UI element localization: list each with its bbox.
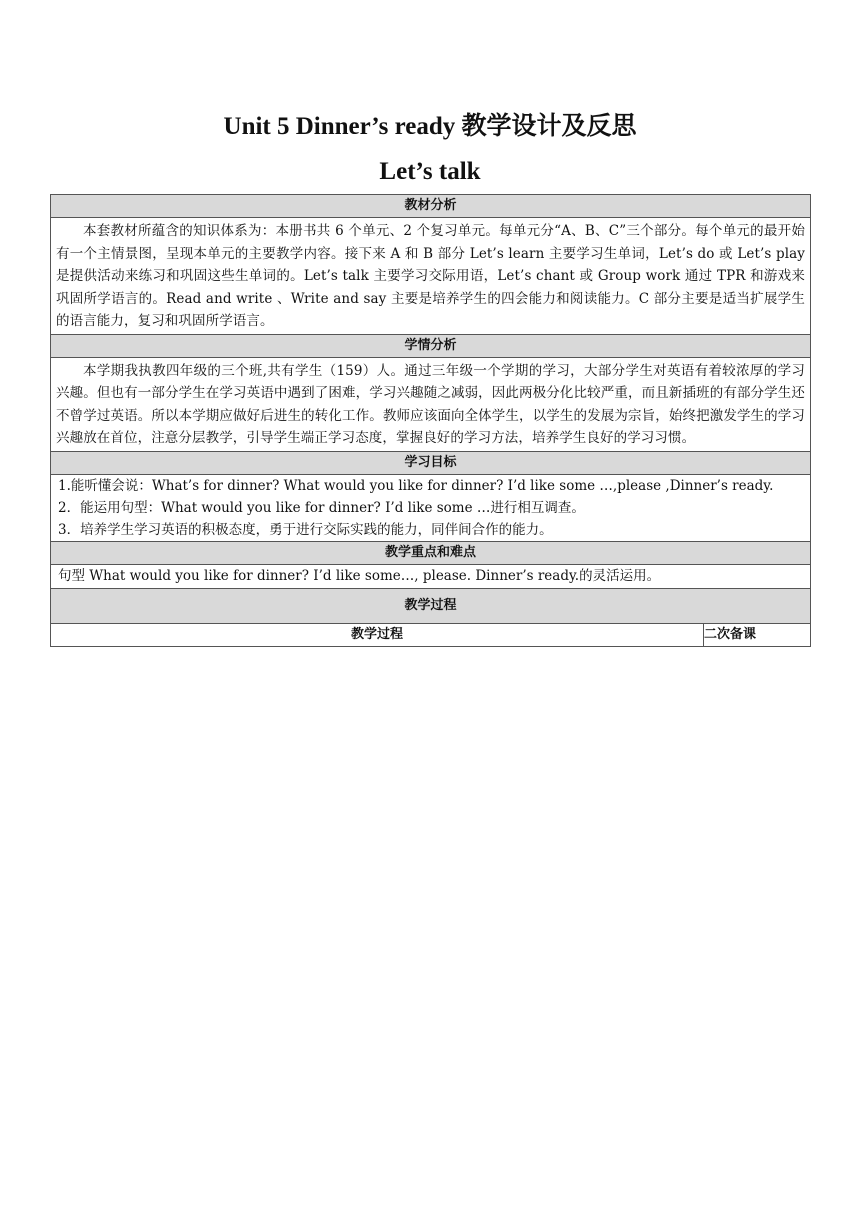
student-analysis-text: 本学期我执教四年级的三个班,共有学生（159）人。通过三年级一个学期的学习，大部分学生对英语有着较浓厚的学习兴趣。但也有一部分学生在学习英语中遇到了困难，学习兴趣随之减弱，因此两极分化比较严重，而且新插班的有部分学生还不曾学过英语。所以本学期应做好后进生的转化工作。教师应该面向全体学生，以学生的发展为宗旨，始终把激发学生的学习兴趣放在首位，注意分层教学，引导学生端正学习态度，掌握良好的学习方法，培养学生良好的学习习惯。 [56,362,806,446]
key-points-cell [51,564,811,588]
textbook-analysis-heading: 教材分析 [51,195,811,218]
second-prep-column-header: 二次备课 [704,623,811,646]
process-heading: 教学过程 [51,588,811,623]
key-points-text: 句型 What would you like for dinner? I’d like some…, please. Dinner’s ready.的灵活运用。 [58,567,661,584]
textbook-analysis-cell [51,218,811,335]
objectives-cell [51,474,811,541]
student-analysis-cell [51,357,811,451]
document-subtitle: Let’s talk [379,158,481,185]
student-analysis-heading: 学情分析 [51,334,811,357]
document-title: Unit 5 Dinner’s ready 教学设计及反思 [223,113,637,140]
process-column-header: 教学过程 [51,623,704,646]
objectives-list [51,475,810,541]
key-points-heading: 教学重点和难点 [51,541,811,564]
objectives-heading: 学习目标 [51,451,811,474]
textbook-analysis-text: 本套教材所蕴含的知识体系为：本册书共 6 个单元、2 个复习单元。每单元分“A、B、C”三个部分。每个单元的最开始有一个主情景图，呈现本单元的主要教学内容。接下来 A 和 B 部分 Let’s learn 主要学习生单词，Let’s do 或 Let’s play 是提供活动来练习和巩固这些生单词的。Let’s talk 主要学习交际用语，Let’s chant 或 Group work 通过 TPR 和游戏来巩固所学语言的。Read and write 、Write and say 主要是培养学生的四会能力和阅读能力。C 部分主要是适当扩展学生的语言能力，复习和巩固所学语言。 [56,223,806,329]
objective-item: 3．培养学生学习英语的积极态度，勇于进行交际实践的能力，同伴间合作的能力。 [58,521,553,538]
objective-item: 1.能听懂会说：What’s for dinner? What would you like for dinner? I’d like some …,please ,Dinner’s ready. [58,477,774,494]
lesson-plan-table [50,194,811,647]
objective-item: 2．能运用句型：What would you like for dinner? I’d like some …进行相互调查。 [58,499,585,516]
